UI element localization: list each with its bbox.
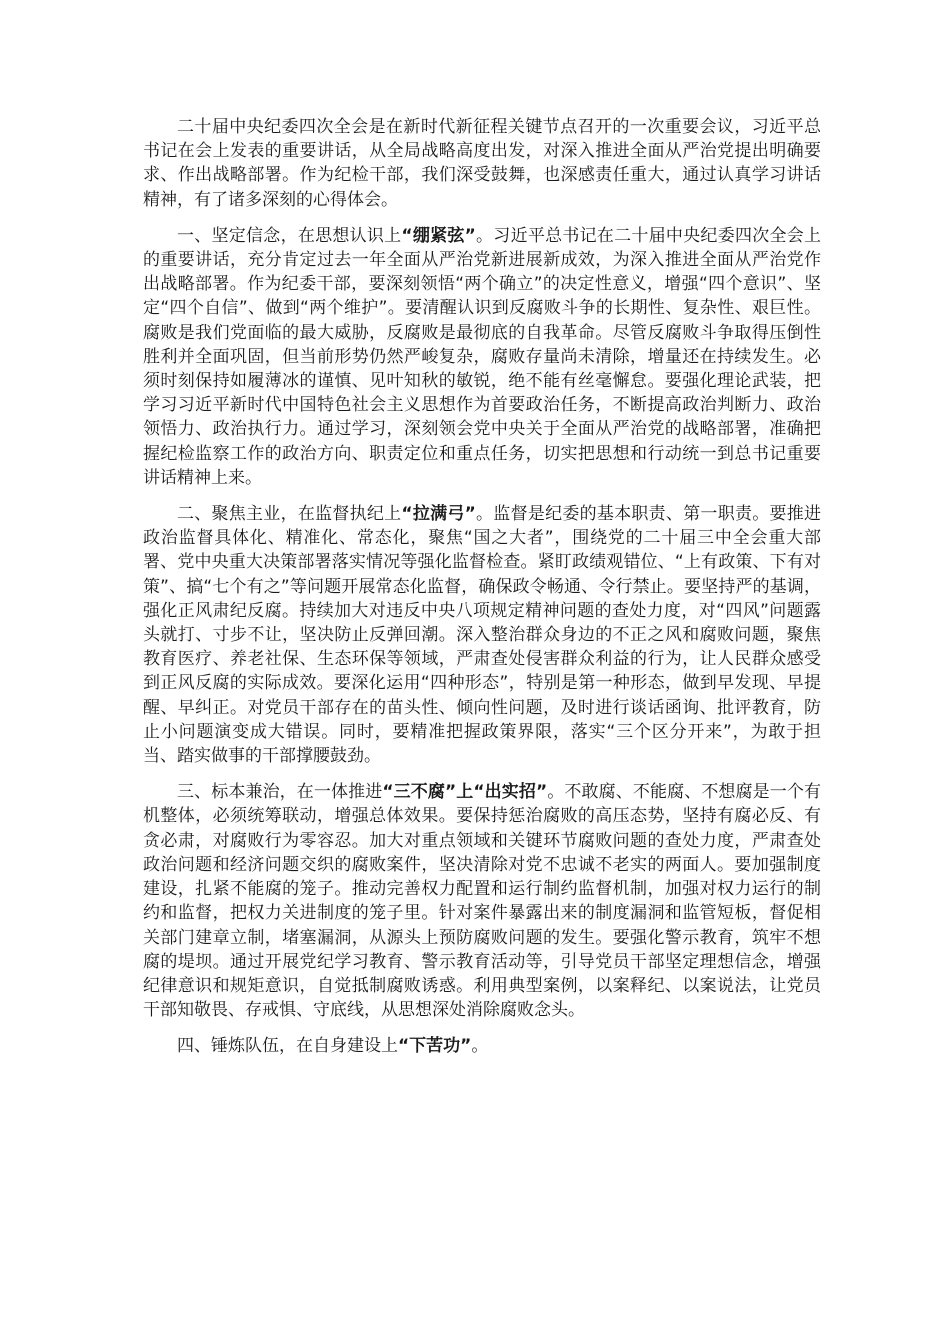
section-three-emphasis: “三不腐”上“出实招”: [382, 782, 548, 803]
section-one-heading: 一、坚定信念，在思想认识上: [177, 225, 402, 246]
section-four-body: 。: [471, 1036, 489, 1057]
section-four-paragraph: [143, 1034, 821, 1058]
document-body: [143, 115, 821, 1071]
section-one-body: 。习近平总书记在二十届中央纪委四次全会上的重要讲话，充分肯定过去一年全面从严治党新进展新成效，为深入推进全面从严治党作出战略部署。作为纪委干部，要深刻领悟“两个确立”的决定性意义，增强“四个意识”、坚定“四个自信”、做到“两个维护”。要清醒认识到反腐败斗争的长期性、复杂性、艰巨性。腐败是我们党面临的最大威胁，反腐败是最彻底的自我革命。尽管反腐败斗争取得压倒性胜利并全面巩固，但当前形势仍然严峻复杂，腐败存量尚未清除，增量还在持续发生。必须时刻保持如履薄冰的谨慎、见叶知秋的敏锐，绝不能有丝毫懈怠。要强化理论武装，把学习习近平新时代中国特色社会主义思想作为首要政治任务，不断提高政治判断力、政治领悟力、政治执行力。通过学习，深刻领会党中央关于全面从严治党的战略部署，准确把握纪检监察工作的政治方向、职责定位和重点任务，切实把思想和行动统一到总书记重要讲话精神上来。: [143, 225, 821, 488]
intro-paragraph: 二十届中央纪委四次全会是在新时代新征程关键节点召开的一次重要会议，习近平总书记在会上发表的重要讲话，从全局战略高度出发，对深入推进全面从严治党提出明确要求、作出战略部署。作为纪检干部，我们深受鼓舞，也深感责任重大，通过认真学习讲话精神，有了诸多深刻的心得体会。: [143, 117, 821, 210]
section-two-body: 。监督是纪委的基本职责、第一职责。要推进政治监督具体化、精准化、常态化，聚焦“国之大者”，围绕党的二十届三中全会重大部署、党中央重大决策部署落实情况等强化监督检查。紧盯政绩观错位、“上有政策、下有对策”、搞“七个有之”等问题开展常态化监督，确保政令畅通、令行禁止。要坚持严的基调，强化正风肃纪反腐。持续加大对违反中央八项规定精神问题的查处力度，对“四风”问题露头就打、寸步不让，坚决防止反弹回潮。深入整治群众身边的不正之风和腐败问题，聚焦教育医疗、养老社保、生态环保等领域，严肃查处侵害群众利益的行为，让人民群众感受到正风反腐的实际成效。要深化运用“四种形态”，特别是第一种形态，做到早发现、早提醒、早纠正。对党员干部存在的苗头性、倾向性问题，及时进行谈话函询、批评教育，防止小问题演变成大错误。同时，要精准把握政策界限，落实“三个区分开来”，为敢于担当、踏实做事的干部撑腰鼓劲。: [143, 504, 821, 767]
section-one-emphasis: “绷紧弦”: [401, 225, 476, 246]
section-three-body: 。不敢腐、不能腐、不想腐是一个有机整体，必须统筹联动，增强总体效果。要保持惩治腐败的高压态势，坚持有腐必反、有贪必肃，对腐败行为零容忍。加大对重点领域和关键环节腐败问题的查处力度，严肃查处政治问题和经济问题交织的腐败案件，坚决清除对党不忠诚不老实的两面人。要加强制度建设，扎紧不能腐的笼子。推动完善权力配置和运行制约监督机制，加强对权力运行的制约和监督，把权力关进制度的笼子里。针对案件暴露出来的制度漏洞和监管短板，督促相关部门建章立制，堵塞漏洞，从源头上预防腐败问题的发生。要强化警示教育，筑牢不想腐的堤坝。通过开展党纪学习教育、警示教育活动等，引导党员干部坚定理想信念，增强纪律意识和规矩意识，自觉抵制腐败诱惑。利用典型案例，以案释纪、以案说法，让党员干部知敬畏、存戒惧、守底线，从思想深处消除腐败念头。: [143, 782, 821, 1021]
section-four-emphasis: “下苦功”: [398, 1036, 472, 1057]
section-three-paragraph: [143, 780, 821, 1022]
section-one-paragraph: [143, 224, 821, 490]
section-two-emphasis: “拉满弓”: [401, 504, 476, 525]
section-three-heading: 三、标本兼治，在一体推进: [177, 782, 383, 803]
section-two-heading: 二、聚焦主业，在监督执纪上: [177, 504, 402, 525]
section-four-heading: 四、锤炼队伍，在自身建设上: [177, 1036, 398, 1057]
section-two-paragraph: [143, 502, 821, 768]
